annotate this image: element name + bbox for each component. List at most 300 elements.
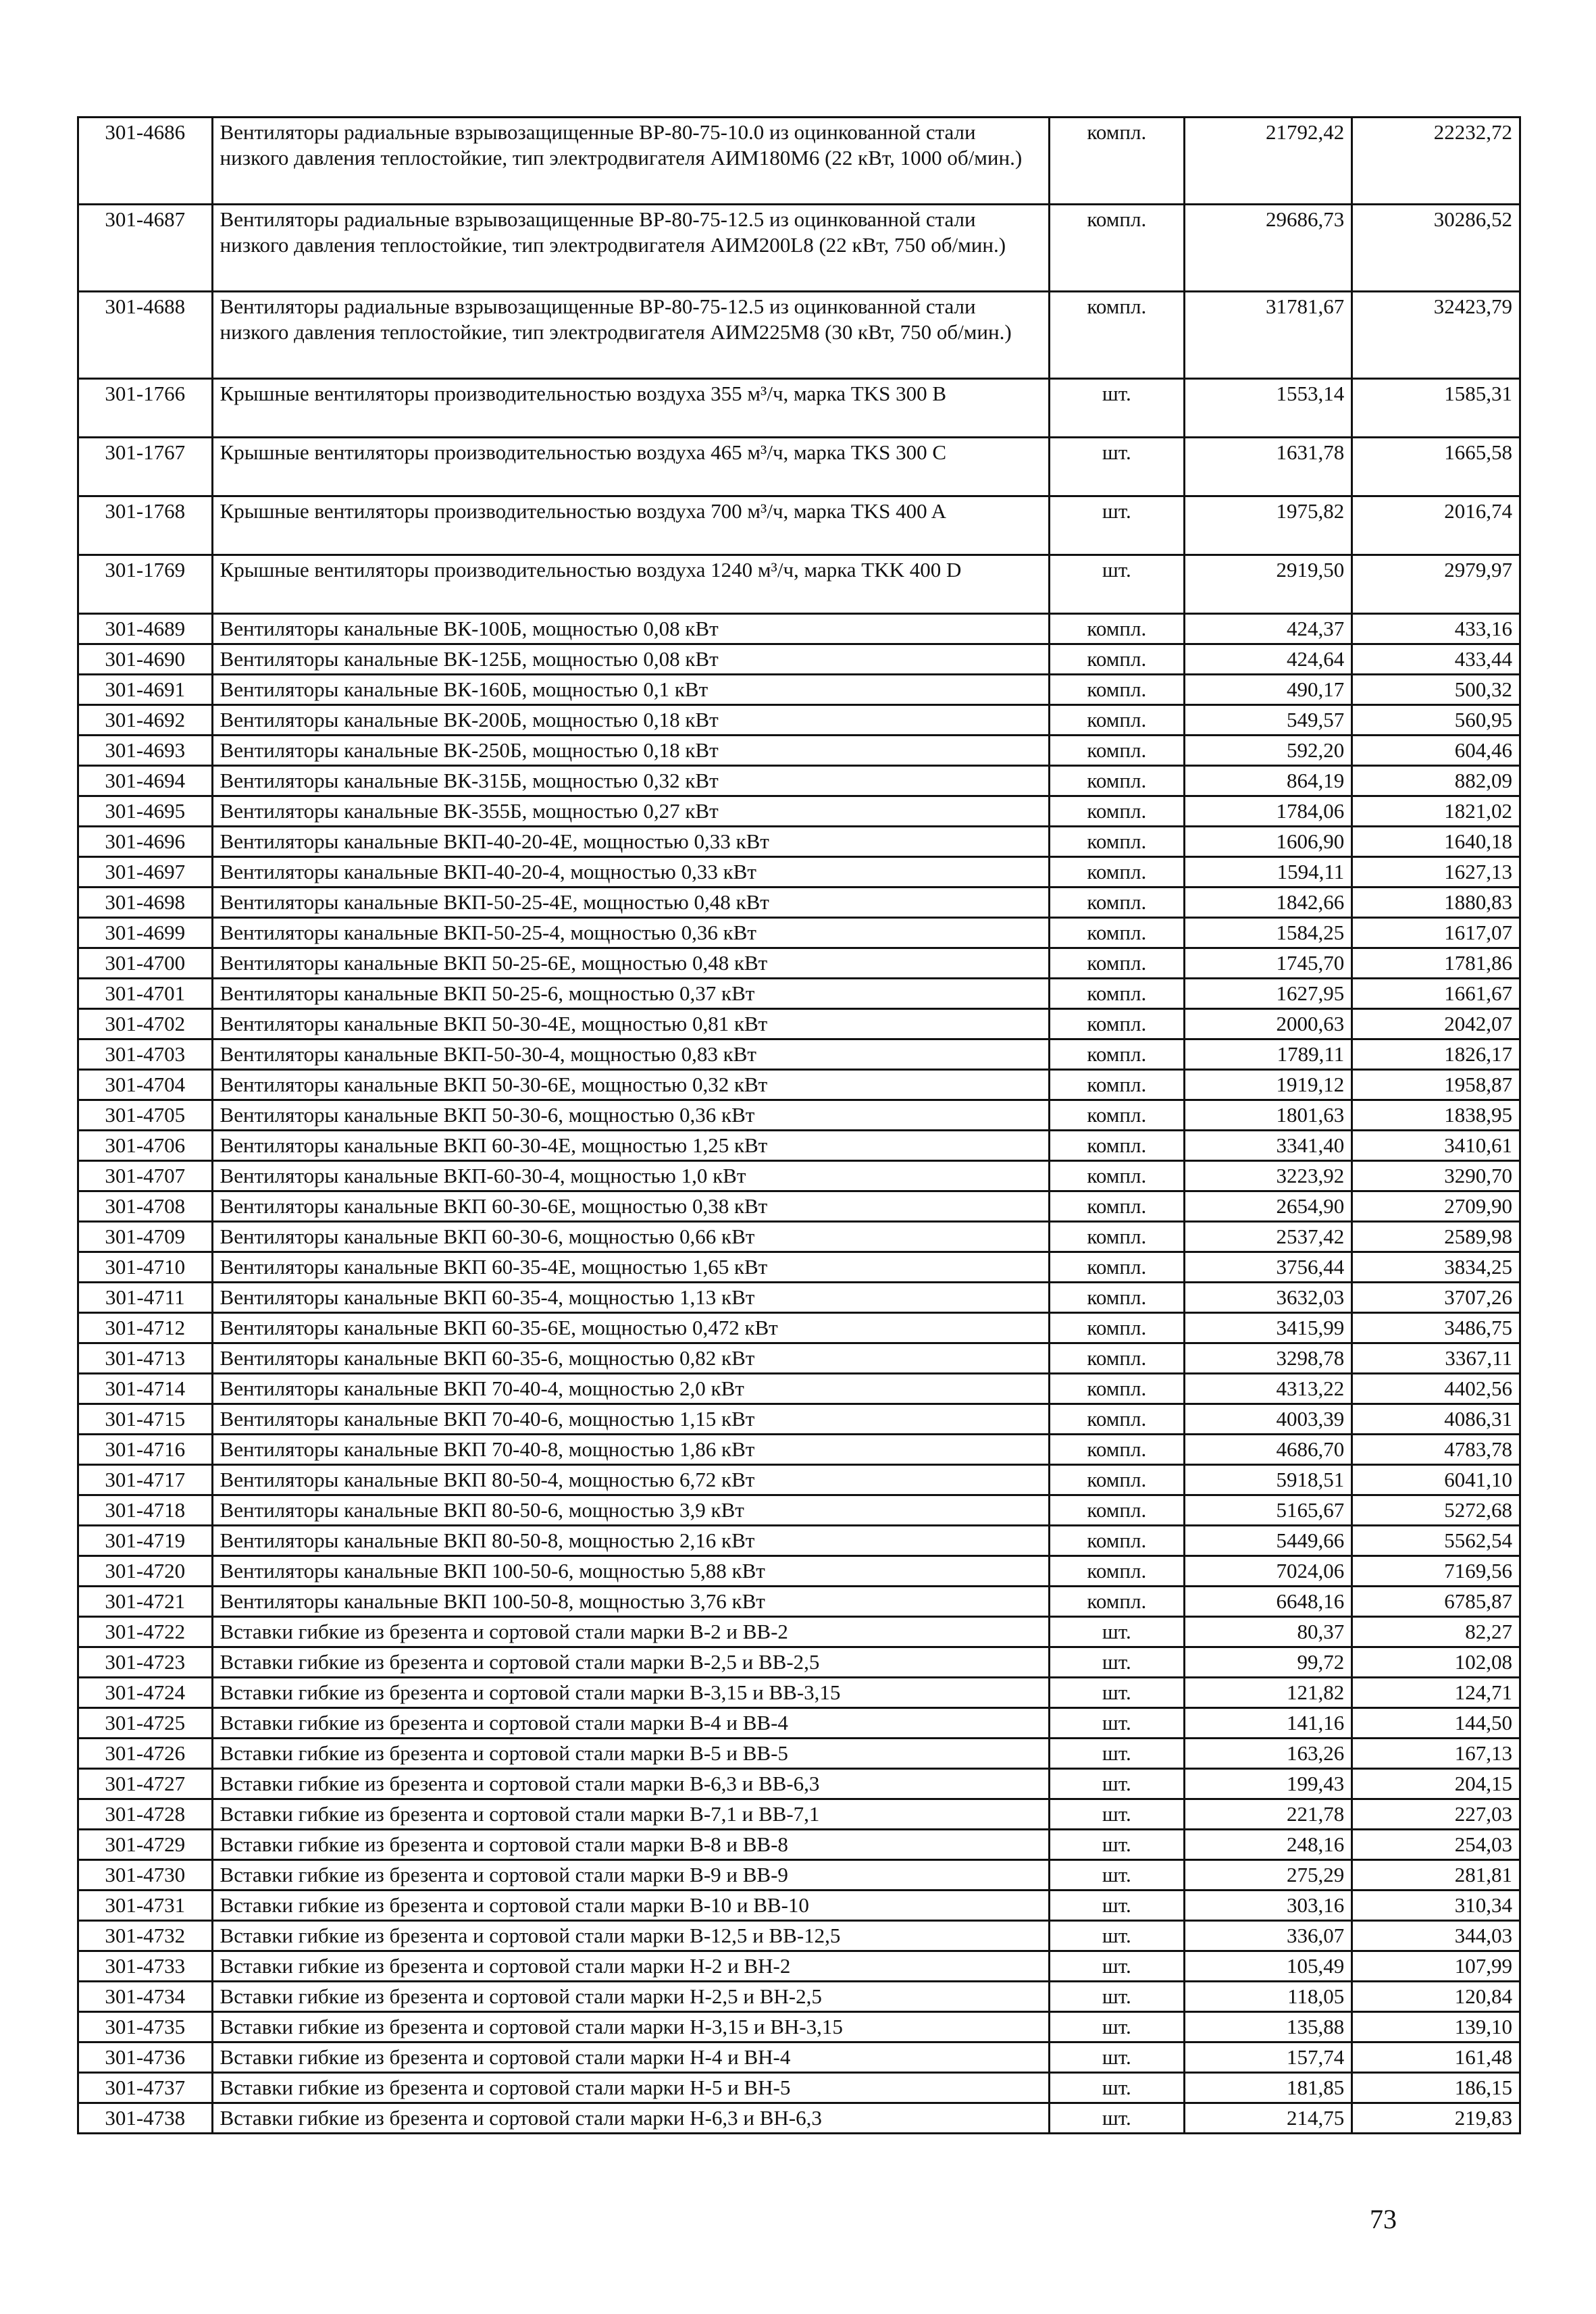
item-code-cell: 301-4726 bbox=[78, 1739, 213, 1769]
item-name-cell: Вставки гибкие из брезента и сортовой стали марки Н-2,5 и ВН-2,5 bbox=[212, 1982, 1049, 2012]
unit-cell: компл. bbox=[1050, 1283, 1185, 1313]
item-code-cell: 301-4718 bbox=[78, 1495, 213, 1526]
price2-cell: 3834,25 bbox=[1352, 1252, 1520, 1283]
table-row bbox=[78, 1830, 1520, 1860]
price1-cell: 221,78 bbox=[1184, 1799, 1352, 1830]
item-code-cell: 301-1769 bbox=[78, 555, 213, 614]
table-row bbox=[78, 979, 1520, 1009]
unit-cell: компл. bbox=[1050, 766, 1185, 796]
table-row bbox=[78, 675, 1520, 705]
table-row bbox=[78, 2073, 1520, 2103]
table-row bbox=[78, 1526, 1520, 1556]
item-code-cell: 301-4699 bbox=[78, 918, 213, 948]
price2-cell: 500,32 bbox=[1352, 675, 1520, 705]
unit-cell: компл. bbox=[1050, 1009, 1185, 1039]
item-code-cell: 301-4693 bbox=[78, 736, 213, 766]
price2-cell: 1585,31 bbox=[1352, 379, 1520, 438]
unit-cell: компл. bbox=[1050, 1556, 1185, 1587]
item-name-cell: Вентиляторы канальные ВКП 60-30-6Е, мощностью 0,38 кВт bbox=[212, 1191, 1049, 1222]
unit-cell: компл. bbox=[1050, 644, 1185, 675]
price2-cell: 5562,54 bbox=[1352, 1526, 1520, 1556]
price2-cell: 1880,83 bbox=[1352, 888, 1520, 918]
table-row bbox=[78, 1708, 1520, 1739]
price2-cell: 7169,56 bbox=[1352, 1556, 1520, 1587]
unit-cell: шт. bbox=[1050, 379, 1185, 438]
unit-cell: шт. bbox=[1050, 1921, 1185, 1951]
item-name-cell: Вставки гибкие из брезента и сортовой стали марки Н-5 и ВН-5 bbox=[212, 2073, 1049, 2103]
price1-cell: 275,29 bbox=[1184, 1860, 1352, 1891]
table-row bbox=[78, 1131, 1520, 1161]
price2-cell: 310,34 bbox=[1352, 1891, 1520, 1921]
item-name-cell: Вентиляторы канальные ВКП 60-35-6, мощностью 0,82 кВт bbox=[212, 1343, 1049, 1374]
unit-cell: компл. bbox=[1050, 1252, 1185, 1283]
price1-cell: 424,64 bbox=[1184, 644, 1352, 675]
price1-cell: 157,74 bbox=[1184, 2042, 1352, 2073]
price2-cell: 281,81 bbox=[1352, 1860, 1520, 1891]
unit-cell: шт. bbox=[1050, 1769, 1185, 1799]
price2-cell: 433,44 bbox=[1352, 644, 1520, 675]
price1-cell: 3341,40 bbox=[1184, 1131, 1352, 1161]
item-name-cell: Вставки гибкие из брезента и сортовой стали марки Н-4 и ВН-4 bbox=[212, 2042, 1049, 2073]
price2-cell: 882,09 bbox=[1352, 766, 1520, 796]
item-name-cell: Вставки гибкие из брезента и сортовой стали марки В-2,5 и ВВ-2,5 bbox=[212, 1647, 1049, 1678]
unit-cell: шт. bbox=[1050, 1617, 1185, 1647]
price2-cell: 120,84 bbox=[1352, 1982, 1520, 2012]
item-name-cell: Вентиляторы канальные ВКП 50-25-6, мощностью 0,37 кВт bbox=[212, 979, 1049, 1009]
item-code-cell: 301-1767 bbox=[78, 438, 213, 496]
table-row bbox=[78, 2012, 1520, 2042]
unit-cell: компл. bbox=[1050, 888, 1185, 918]
price2-cell: 107,99 bbox=[1352, 1951, 1520, 1982]
price1-cell: 4313,22 bbox=[1184, 1374, 1352, 1404]
item-name-cell: Вентиляторы канальные ВК-100Б, мощностью 0,08 кВт bbox=[212, 614, 1049, 644]
table-row bbox=[78, 292, 1520, 379]
item-code-cell: 301-4738 bbox=[78, 2103, 213, 2134]
item-code-cell: 301-4732 bbox=[78, 1921, 213, 1951]
price2-cell: 5272,68 bbox=[1352, 1495, 1520, 1526]
table-row bbox=[78, 1921, 1520, 1951]
item-code-cell: 301-4711 bbox=[78, 1283, 213, 1313]
price1-cell: 1553,14 bbox=[1184, 379, 1352, 438]
unit-cell: шт. bbox=[1050, 555, 1185, 614]
price2-cell: 254,03 bbox=[1352, 1830, 1520, 1860]
price2-cell: 6785,87 bbox=[1352, 1587, 1520, 1617]
item-code-cell: 301-4716 bbox=[78, 1435, 213, 1465]
price1-cell: 490,17 bbox=[1184, 675, 1352, 705]
price2-cell: 82,27 bbox=[1352, 1617, 1520, 1647]
item-name-cell: Вентиляторы канальные ВКП 60-30-4Е, мощностью 1,25 кВт bbox=[212, 1131, 1049, 1161]
item-name-cell: Вентиляторы канальные ВКП 60-30-6, мощностью 0,66 кВт bbox=[212, 1222, 1049, 1252]
item-name-cell: Вентиляторы канальные ВК-315Б, мощностью 0,32 кВт bbox=[212, 766, 1049, 796]
price2-cell: 2589,98 bbox=[1352, 1222, 1520, 1252]
unit-cell: компл. bbox=[1050, 827, 1185, 857]
item-code-cell: 301-1768 bbox=[78, 496, 213, 555]
price1-cell: 1631,78 bbox=[1184, 438, 1352, 496]
table-row bbox=[78, 857, 1520, 888]
unit-cell: компл. bbox=[1050, 1131, 1185, 1161]
price2-cell: 1640,18 bbox=[1352, 827, 1520, 857]
table-row bbox=[78, 1587, 1520, 1617]
price2-cell: 1781,86 bbox=[1352, 948, 1520, 979]
item-code-cell: 301-4712 bbox=[78, 1313, 213, 1343]
table-row bbox=[78, 614, 1520, 644]
table-row bbox=[78, 644, 1520, 675]
price2-cell: 1617,07 bbox=[1352, 918, 1520, 948]
item-name-cell: Вставки гибкие из брезента и сортовой стали марки В-8 и ВВ-8 bbox=[212, 1830, 1049, 1860]
item-name-cell: Вентиляторы канальные ВКП 100-50-6, мощностью 5,88 кВт bbox=[212, 1556, 1049, 1587]
item-name-cell: Крышные вентиляторы производительностью воздуха 1240 м³/ч, марка TKK 400 D bbox=[212, 555, 1049, 614]
unit-cell: шт. bbox=[1050, 438, 1185, 496]
item-name-cell: Вентиляторы канальные ВКП-50-30-4, мощностью 0,83 кВт bbox=[212, 1039, 1049, 1070]
table-row bbox=[78, 1982, 1520, 2012]
price1-cell: 163,26 bbox=[1184, 1739, 1352, 1769]
price1-cell: 80,37 bbox=[1184, 1617, 1352, 1647]
item-code-cell: 301-4691 bbox=[78, 675, 213, 705]
price1-cell: 5165,67 bbox=[1184, 1495, 1352, 1526]
item-name-cell: Вентиляторы канальные ВКП 50-30-6, мощностью 0,36 кВт bbox=[212, 1100, 1049, 1131]
price1-cell: 1919,12 bbox=[1184, 1070, 1352, 1100]
item-name-cell: Крышные вентиляторы производительностью воздуха 465 м³/ч, марка TKS 300 C bbox=[212, 438, 1049, 496]
item-code-cell: 301-4688 bbox=[78, 292, 213, 379]
table-row bbox=[78, 1769, 1520, 1799]
item-name-cell: Вставки гибкие из брезента и сортовой стали марки В-5 и ВВ-5 bbox=[212, 1739, 1049, 1769]
price2-cell: 227,03 bbox=[1352, 1799, 1520, 1830]
table-row bbox=[78, 1222, 1520, 1252]
table-row bbox=[78, 1161, 1520, 1191]
item-name-cell: Вентиляторы канальные ВКП 70-40-4, мощностью 2,0 кВт bbox=[212, 1374, 1049, 1404]
unit-cell: шт. bbox=[1050, 1739, 1185, 1769]
price1-cell: 248,16 bbox=[1184, 1830, 1352, 1860]
unit-cell: шт. bbox=[1050, 1860, 1185, 1891]
unit-cell: шт. bbox=[1050, 1708, 1185, 1739]
unit-cell: шт. bbox=[1050, 2012, 1185, 2042]
table-row bbox=[78, 1951, 1520, 1982]
item-name-cell: Вентиляторы канальные ВКП-40-20-4Е, мощностью 0,33 кВт bbox=[212, 827, 1049, 857]
item-name-cell: Вентиляторы канальные ВКП-50-25-4, мощностью 0,36 кВт bbox=[212, 918, 1049, 948]
price1-cell: 31781,67 bbox=[1184, 292, 1352, 379]
item-code-cell: 301-4730 bbox=[78, 1860, 213, 1891]
price2-cell: 1821,02 bbox=[1352, 796, 1520, 827]
item-code-cell: 301-4704 bbox=[78, 1070, 213, 1100]
unit-cell: компл. bbox=[1050, 796, 1185, 827]
table-row bbox=[78, 705, 1520, 736]
price1-cell: 4686,70 bbox=[1184, 1435, 1352, 1465]
table-row bbox=[78, 1435, 1520, 1465]
table-row bbox=[78, 1678, 1520, 1708]
table-row bbox=[78, 1343, 1520, 1374]
item-code-cell: 301-4707 bbox=[78, 1161, 213, 1191]
item-name-cell: Вентиляторы канальные ВКП-60-30-4, мощностью 1,0 кВт bbox=[212, 1161, 1049, 1191]
unit-cell: компл. bbox=[1050, 918, 1185, 948]
table-row bbox=[78, 1313, 1520, 1343]
table-row bbox=[78, 1617, 1520, 1647]
unit-cell: компл. bbox=[1050, 205, 1185, 292]
unit-cell: компл. bbox=[1050, 1526, 1185, 1556]
table-row bbox=[78, 796, 1520, 827]
item-code-cell: 301-4695 bbox=[78, 796, 213, 827]
table-row bbox=[78, 1891, 1520, 1921]
page-number: 73 bbox=[1370, 2204, 1397, 2234]
price2-cell: 6041,10 bbox=[1352, 1465, 1520, 1495]
unit-cell: шт. bbox=[1050, 1951, 1185, 1982]
price1-cell: 1789,11 bbox=[1184, 1039, 1352, 1070]
item-code-cell: 301-4709 bbox=[78, 1222, 213, 1252]
unit-cell: компл. bbox=[1050, 1374, 1185, 1404]
item-code-cell: 301-4701 bbox=[78, 979, 213, 1009]
item-name-cell: Вставки гибкие из брезента и сортовой стали марки В-4 и ВВ-4 bbox=[212, 1708, 1049, 1739]
unit-cell: компл. bbox=[1050, 1070, 1185, 1100]
item-name-cell: Вставки гибкие из брезента и сортовой стали марки В-7,1 и ВВ-7,1 bbox=[212, 1799, 1049, 1830]
item-code-cell: 301-4737 bbox=[78, 2073, 213, 2103]
item-name-cell: Вентиляторы радиальные взрывозащищенные ВР-80-75-12.5 из оцинкованной стали низкого давления теплостойкие, тип электродвигателя АИМ200L8 (22 кВт, 750 об/мин.) bbox=[212, 205, 1049, 292]
price1-cell: 21792,42 bbox=[1184, 118, 1352, 205]
item-name-cell: Вентиляторы канальные ВК-250Б, мощностью 0,18 кВт bbox=[212, 736, 1049, 766]
unit-cell: шт. bbox=[1050, 1830, 1185, 1860]
table-row bbox=[78, 1739, 1520, 1769]
table-row bbox=[78, 1374, 1520, 1404]
item-name-cell: Вставки гибкие из брезента и сортовой стали марки Н-6,3 и ВН-6,3 bbox=[212, 2103, 1049, 2134]
price1-cell: 1594,11 bbox=[1184, 857, 1352, 888]
table-row bbox=[78, 2103, 1520, 2134]
unit-cell: компл. bbox=[1050, 292, 1185, 379]
item-code-cell: 301-4721 bbox=[78, 1587, 213, 1617]
unit-cell: компл. bbox=[1050, 1435, 1185, 1465]
table-row bbox=[78, 2042, 1520, 2073]
item-code-cell: 301-4690 bbox=[78, 644, 213, 675]
item-code-cell: 301-4702 bbox=[78, 1009, 213, 1039]
price2-cell: 1665,58 bbox=[1352, 438, 1520, 496]
table-row bbox=[78, 888, 1520, 918]
table-row bbox=[78, 379, 1520, 438]
price2-cell: 32423,79 bbox=[1352, 292, 1520, 379]
table-row bbox=[78, 827, 1520, 857]
item-code-cell: 301-4731 bbox=[78, 1891, 213, 1921]
item-name-cell: Вентиляторы канальные ВКП 70-40-6, мощностью 1,15 кВт bbox=[212, 1404, 1049, 1435]
item-name-cell: Вставки гибкие из брезента и сортовой стали марки В-3,15 и ВВ-3,15 bbox=[212, 1678, 1049, 1708]
item-code-cell: 301-4720 bbox=[78, 1556, 213, 1587]
table-row bbox=[78, 1252, 1520, 1283]
item-code-cell: 301-1766 bbox=[78, 379, 213, 438]
item-code-cell: 301-4705 bbox=[78, 1100, 213, 1131]
price1-cell: 1784,06 bbox=[1184, 796, 1352, 827]
item-name-cell: Вставки гибкие из брезента и сортовой стали марки В-6,3 и ВВ-6,3 bbox=[212, 1769, 1049, 1799]
unit-cell: компл. bbox=[1050, 736, 1185, 766]
unit-cell: компл. bbox=[1050, 1313, 1185, 1343]
price1-cell: 5449,66 bbox=[1184, 1526, 1352, 1556]
item-code-cell: 301-4708 bbox=[78, 1191, 213, 1222]
item-name-cell: Вентиляторы канальные ВКП 80-50-6, мощностью 3,9 кВт bbox=[212, 1495, 1049, 1526]
item-name-cell: Вентиляторы канальные ВКП 80-50-8, мощностью 2,16 кВт bbox=[212, 1526, 1049, 1556]
price1-cell: 424,37 bbox=[1184, 614, 1352, 644]
price1-cell: 214,75 bbox=[1184, 2103, 1352, 2134]
price1-cell: 105,49 bbox=[1184, 1951, 1352, 1982]
price1-cell: 7024,06 bbox=[1184, 1556, 1352, 1587]
item-code-cell: 301-4735 bbox=[78, 2012, 213, 2042]
unit-cell: шт. bbox=[1050, 1799, 1185, 1830]
item-name-cell: Вентиляторы радиальные взрывозащищенные ВР-80-75-10.0 из оцинкованной стали низкого давления теплостойкие, тип электродвигателя АИМ180М6 (22 кВт, 1000 об/мин.) bbox=[212, 118, 1049, 205]
item-code-cell: 301-4689 bbox=[78, 614, 213, 644]
price2-cell: 2042,07 bbox=[1352, 1009, 1520, 1039]
price1-cell: 99,72 bbox=[1184, 1647, 1352, 1678]
price-table bbox=[77, 116, 1521, 2134]
item-name-cell: Вентиляторы канальные ВКП 50-30-4Е, мощностью 0,81 кВт bbox=[212, 1009, 1049, 1039]
table-row bbox=[78, 1283, 1520, 1313]
unit-cell: компл. bbox=[1050, 1343, 1185, 1374]
table-row bbox=[78, 1799, 1520, 1830]
price1-cell: 2537,42 bbox=[1184, 1222, 1352, 1252]
unit-cell: компл. bbox=[1050, 948, 1185, 979]
price2-cell: 1958,87 bbox=[1352, 1070, 1520, 1100]
price1-cell: 121,82 bbox=[1184, 1678, 1352, 1708]
table-row bbox=[78, 1404, 1520, 1435]
item-name-cell: Крышные вентиляторы производительностью воздуха 700 м³/ч, марка TKS 400 A bbox=[212, 496, 1049, 555]
item-code-cell: 301-4710 bbox=[78, 1252, 213, 1283]
unit-cell: компл. bbox=[1050, 1191, 1185, 1222]
table-row bbox=[78, 1039, 1520, 1070]
item-name-cell: Вентиляторы канальные ВКП 80-50-4, мощностью 6,72 кВт bbox=[212, 1465, 1049, 1495]
table-row bbox=[78, 496, 1520, 555]
price1-cell: 336,07 bbox=[1184, 1921, 1352, 1951]
item-name-cell: Вентиляторы канальные ВКП 60-35-4, мощностью 1,13 кВт bbox=[212, 1283, 1049, 1313]
unit-cell: компл. bbox=[1050, 1100, 1185, 1131]
price2-cell: 139,10 bbox=[1352, 2012, 1520, 2042]
unit-cell: компл. bbox=[1050, 1495, 1185, 1526]
item-name-cell: Крышные вентиляторы производительностью воздуха 355 м³/ч, марка TKS 300 B bbox=[212, 379, 1049, 438]
price1-cell: 1745,70 bbox=[1184, 948, 1352, 979]
item-name-cell: Вентиляторы канальные ВКП 50-30-6Е, мощностью 0,32 кВт bbox=[212, 1070, 1049, 1100]
price2-cell: 2709,90 bbox=[1352, 1191, 1520, 1222]
unit-cell: компл. bbox=[1050, 979, 1185, 1009]
unit-cell: компл. bbox=[1050, 1039, 1185, 1070]
item-name-cell: Вентиляторы канальные ВКП 70-40-8, мощностью 1,86 кВт bbox=[212, 1435, 1049, 1465]
price1-cell: 3756,44 bbox=[1184, 1252, 1352, 1283]
price2-cell: 124,71 bbox=[1352, 1678, 1520, 1708]
item-name-cell: Вентиляторы канальные ВК-355Б, мощностью 0,27 кВт bbox=[212, 796, 1049, 827]
price1-cell: 864,19 bbox=[1184, 766, 1352, 796]
item-code-cell: 301-4733 bbox=[78, 1951, 213, 1982]
price1-cell: 3415,99 bbox=[1184, 1313, 1352, 1343]
price1-cell: 2000,63 bbox=[1184, 1009, 1352, 1039]
item-name-cell: Вентиляторы канальные ВКП 100-50-8, мощностью 3,76 кВт bbox=[212, 1587, 1049, 1617]
price1-cell: 592,20 bbox=[1184, 736, 1352, 766]
item-code-cell: 301-4717 bbox=[78, 1465, 213, 1495]
table-row bbox=[78, 1556, 1520, 1587]
unit-cell: компл. bbox=[1050, 1404, 1185, 1435]
unit-cell: компл. bbox=[1050, 1465, 1185, 1495]
table-row bbox=[78, 555, 1520, 614]
unit-cell: шт. bbox=[1050, 2042, 1185, 2073]
price2-cell: 167,13 bbox=[1352, 1739, 1520, 1769]
price1-cell: 118,05 bbox=[1184, 1982, 1352, 2012]
item-code-cell: 301-4694 bbox=[78, 766, 213, 796]
unit-cell: шт. bbox=[1050, 2073, 1185, 2103]
price2-cell: 22232,72 bbox=[1352, 118, 1520, 205]
item-name-cell: Вентиляторы канальные ВК-200Б, мощностью 0,18 кВт bbox=[212, 705, 1049, 736]
item-code-cell: 301-4725 bbox=[78, 1708, 213, 1739]
unit-cell: шт. bbox=[1050, 1678, 1185, 1708]
table-row bbox=[78, 1647, 1520, 1678]
price2-cell: 4783,78 bbox=[1352, 1435, 1520, 1465]
unit-cell: шт. bbox=[1050, 2103, 1185, 2134]
price2-cell: 186,15 bbox=[1352, 2073, 1520, 2103]
unit-cell: шт. bbox=[1050, 1891, 1185, 1921]
item-name-cell: Вентиляторы канальные ВКП-40-20-4, мощностью 0,33 кВт bbox=[212, 857, 1049, 888]
item-code-cell: 301-4724 bbox=[78, 1678, 213, 1708]
price2-cell: 2979,97 bbox=[1352, 555, 1520, 614]
price1-cell: 6648,16 bbox=[1184, 1587, 1352, 1617]
item-code-cell: 301-4734 bbox=[78, 1982, 213, 2012]
table-row bbox=[78, 736, 1520, 766]
price2-cell: 3707,26 bbox=[1352, 1283, 1520, 1313]
price1-cell: 3223,92 bbox=[1184, 1161, 1352, 1191]
price2-cell: 604,46 bbox=[1352, 736, 1520, 766]
price2-cell: 144,50 bbox=[1352, 1708, 1520, 1739]
item-code-cell: 301-4719 bbox=[78, 1526, 213, 1556]
unit-cell: шт. bbox=[1050, 1647, 1185, 1678]
unit-cell: компл. bbox=[1050, 1222, 1185, 1252]
price1-cell: 1584,25 bbox=[1184, 918, 1352, 948]
item-code-cell: 301-4706 bbox=[78, 1131, 213, 1161]
item-name-cell: Вставки гибкие из брезента и сортовой стали марки В-2 и ВВ-2 bbox=[212, 1617, 1049, 1647]
price1-cell: 29686,73 bbox=[1184, 205, 1352, 292]
price2-cell: 344,03 bbox=[1352, 1921, 1520, 1951]
price1-cell: 1975,82 bbox=[1184, 496, 1352, 555]
table-row bbox=[78, 1191, 1520, 1222]
item-code-cell: 301-4698 bbox=[78, 888, 213, 918]
unit-cell: компл. bbox=[1050, 1587, 1185, 1617]
unit-cell: шт. bbox=[1050, 496, 1185, 555]
item-code-cell: 301-4723 bbox=[78, 1647, 213, 1678]
table-row bbox=[78, 1070, 1520, 1100]
item-name-cell: Вентиляторы канальные ВКП 50-25-6Е, мощностью 0,48 кВт bbox=[212, 948, 1049, 979]
price2-cell: 1627,13 bbox=[1352, 857, 1520, 888]
item-code-cell: 301-4687 bbox=[78, 205, 213, 292]
table-row bbox=[78, 1100, 1520, 1131]
item-name-cell: Вентиляторы канальные ВКП-50-25-4Е, мощностью 0,48 кВт bbox=[212, 888, 1049, 918]
price1-cell: 1627,95 bbox=[1184, 979, 1352, 1009]
price1-cell: 303,16 bbox=[1184, 1891, 1352, 1921]
item-name-cell: Вставки гибкие из брезента и сортовой стали марки Н-2 и ВН-2 bbox=[212, 1951, 1049, 1982]
table-row bbox=[78, 205, 1520, 292]
table-row bbox=[78, 1009, 1520, 1039]
price-list-sheet bbox=[77, 116, 1521, 2134]
table-row bbox=[78, 1495, 1520, 1526]
item-code-cell: 301-4728 bbox=[78, 1799, 213, 1830]
item-code-cell: 301-4722 bbox=[78, 1617, 213, 1647]
price2-cell: 204,15 bbox=[1352, 1769, 1520, 1799]
item-name-cell: Вентиляторы канальные ВК-125Б, мощностью 0,08 кВт bbox=[212, 644, 1049, 675]
price1-cell: 135,88 bbox=[1184, 2012, 1352, 2042]
table-row bbox=[78, 918, 1520, 948]
item-code-cell: 301-4703 bbox=[78, 1039, 213, 1070]
table-row bbox=[78, 766, 1520, 796]
price2-cell: 3410,61 bbox=[1352, 1131, 1520, 1161]
price2-cell: 560,95 bbox=[1352, 705, 1520, 736]
item-code-cell: 301-4729 bbox=[78, 1830, 213, 1860]
price1-cell: 3298,78 bbox=[1184, 1343, 1352, 1374]
item-name-cell: Вентиляторы канальные ВК-160Б, мощностью 0,1 кВт bbox=[212, 675, 1049, 705]
unit-cell: компл. bbox=[1050, 614, 1185, 644]
item-name-cell: Вставки гибкие из брезента и сортовой стали марки Н-3,15 и ВН-3,15 bbox=[212, 2012, 1049, 2042]
unit-cell: компл. bbox=[1050, 1161, 1185, 1191]
unit-cell: компл. bbox=[1050, 857, 1185, 888]
price1-cell: 5918,51 bbox=[1184, 1465, 1352, 1495]
price2-cell: 1661,67 bbox=[1352, 979, 1520, 1009]
price-table-body bbox=[78, 118, 1520, 2134]
unit-cell: компл. bbox=[1050, 118, 1185, 205]
unit-cell: компл. bbox=[1050, 675, 1185, 705]
item-code-cell: 301-4736 bbox=[78, 2042, 213, 2073]
